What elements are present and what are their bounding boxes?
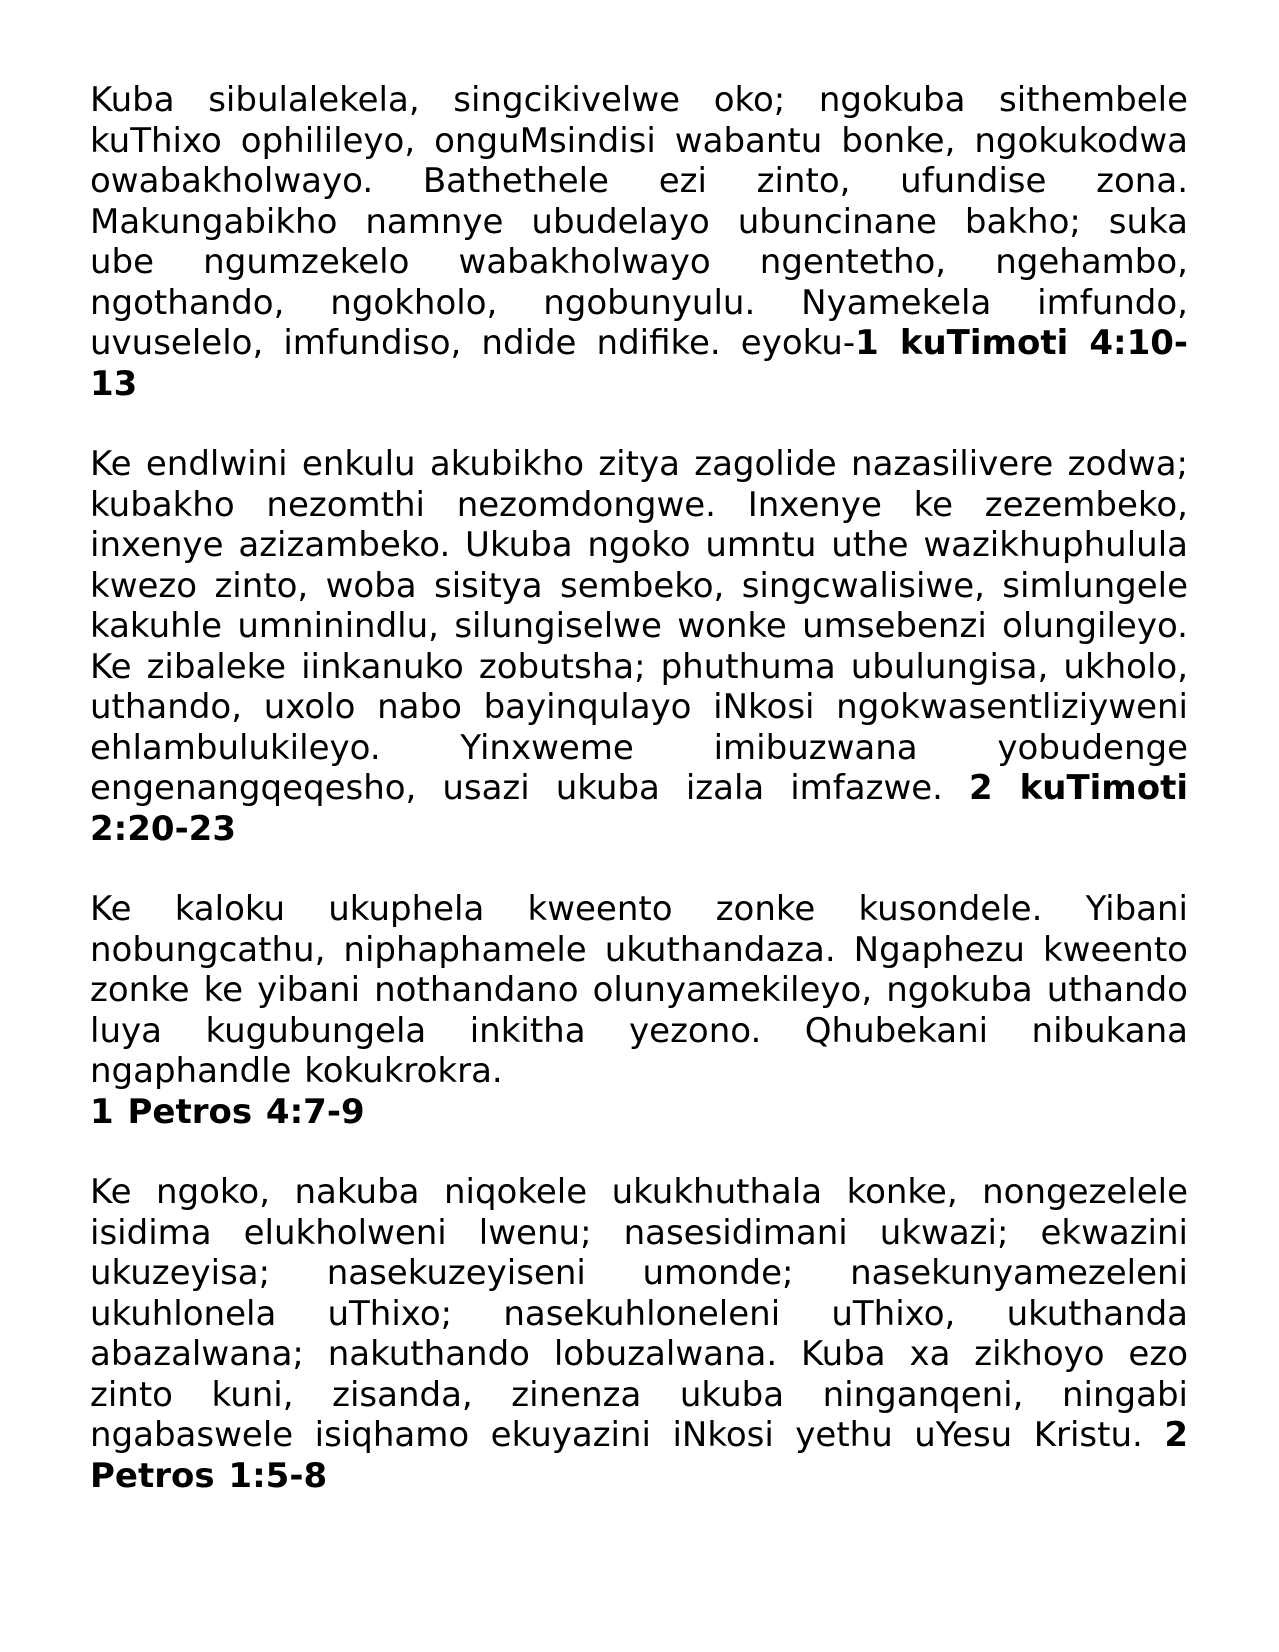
passage-paragraph bbox=[90, 444, 1188, 849]
passage-text: Ke endlwini enkulu akubikho zitya zagolide nazasilivere zodwa; kubakho nezomthi nezomdongwe. Inxenye ke zezembeko, inxenye azizambeko. Ukuba ngoko umntu uthe wazikhuphulula kwezo zinto, woba sisitya sembeko, singcwalisiwe, simlungele kakuhle umninindlu, silungiselwe wonke umsebenzi olungileyo. Ke zibaleke iinkanuko zobutsha; phuthuma ubulungisa, ukholo, uthando, uxolo nabo bayinqulayo iNkosi ngokwasentliziyweni ehlambulukileyo. Yinxweme imibuzwana yobudenge engenangqeqesho, usazi ukuba izala imfazwe. bbox=[90, 444, 1188, 808]
passage-paragraph bbox=[90, 889, 1188, 1132]
passage-text: Ke ngoko, nakuba niqokele ukukhuthala konke, nongezelele isidima elukholweni lwenu; nasesidimani ukwazi; ekwazini ukuzeyisa; nasekuzeyiseni umonde; nasekunyamezeleni ukuhlonela uThixo; nasekuhloneleni uThixo, ukuthanda abazalwana; nakuthando lobuzalwana. Kuba xa zikhoyo ezo zinto kuni, zisanda, zinenza ukuba ninganqeni, ningabi ngabaswele isiqhamo ekuyazini iNkosi yethu uYesu Kristu. bbox=[90, 1172, 1188, 1455]
passage-paragraph bbox=[90, 1172, 1188, 1496]
scripture-reference: 1 Petros 4:7-9 bbox=[90, 1091, 365, 1132]
passage-text: Ke kaloku ukuphela kweento zonke kusondele. Yibani nobungcathu, niphaphamele ukuthandaza. Ngaphezu kweento zonke ke yibani nothandano olunyamekileyo, ngokuba uthando luya kugubungela inkitha yezono. Qhubekani nibukana ngaphandle kokukrokra. bbox=[90, 889, 1188, 1091]
document-page bbox=[90, 80, 1188, 1536]
passage-text: Kuba sibulalekela, singcikivelwe oko; ngokuba sithembele kuThixo ophilileyo, onguMsindisi wabantu bonke, ngokukodwa owabakholwayo. Bathethele ezi zinto, ufundise zona. Makungabikho namnye ubudelayo ubuncinane bakho; suka ube ngumzekelo wabakholwayo ngentetho, ngehambo, ngothando, ngokholo, ngobunyulu. Nyamekela imfundo, uvuselelo, imfundiso, ndide ndifike. eyoku- bbox=[90, 80, 1188, 363]
scripture-reference: 1 kuTimoti 4:10-13 bbox=[90, 323, 1188, 404]
scripture-reference: 2 Petros 1:5-8 bbox=[90, 1415, 1188, 1496]
scripture-reference: 2 kuTimoti 2:20-23 bbox=[90, 768, 1188, 849]
passage-paragraph bbox=[90, 80, 1188, 404]
